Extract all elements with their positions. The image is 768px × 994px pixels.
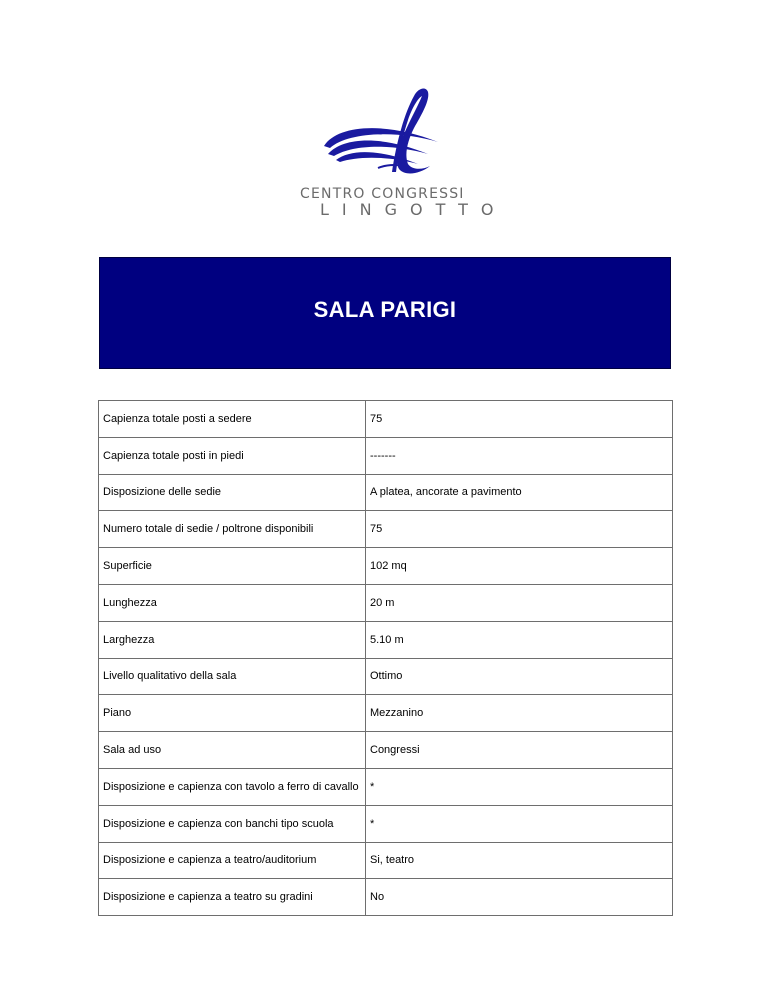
spec-value: 5.10 m [366, 621, 673, 658]
spec-value: * [366, 768, 673, 805]
spec-label: Disposizione delle sedie [99, 474, 366, 511]
spec-label: Numero totale di sedie / poltrone disponibili [99, 511, 366, 548]
title-banner [99, 257, 671, 369]
table-row [99, 511, 673, 548]
spec-value: ------- [366, 437, 673, 474]
spec-label: Larghezza [99, 621, 366, 658]
brand-name-line2: LINGOTTO [320, 200, 507, 219]
spec-value: Si, teatro [366, 842, 673, 879]
spec-value: No [366, 879, 673, 916]
spec-value: A platea, ancorate a pavimento [366, 474, 673, 511]
spec-label: Capienza totale posti in piedi [99, 437, 366, 474]
spec-label: Disposizione e capienza con banchi tipo scuola [99, 805, 366, 842]
room-specs-table [98, 400, 673, 916]
spec-label: Piano [99, 695, 366, 732]
spec-value: 102 mq [366, 548, 673, 585]
table-row [99, 732, 673, 769]
table-row [99, 879, 673, 916]
spec-value: * [366, 805, 673, 842]
table-row [99, 401, 673, 438]
spec-label: Superficie [99, 548, 366, 585]
table-row [99, 805, 673, 842]
spec-label: Livello qualitativo della sala [99, 658, 366, 695]
spec-label: Disposizione e capienza a teatro/auditorium [99, 842, 366, 879]
spec-label: Disposizione e capienza con tavolo a ferro di cavallo [99, 768, 366, 805]
spec-value: 75 [366, 511, 673, 548]
brand-name-line1: CENTRO CONGRESSI [300, 186, 465, 202]
table-row [99, 658, 673, 695]
spec-label: Lunghezza [99, 584, 366, 621]
table-row [99, 621, 673, 658]
table-row [99, 474, 673, 511]
table-row [99, 842, 673, 879]
table-row [99, 548, 673, 585]
spec-label: Sala ad uso [99, 732, 366, 769]
spec-label: Capienza totale posti a sedere [99, 401, 366, 438]
spec-value: Ottimo [366, 658, 673, 695]
spec-value: 75 [366, 401, 673, 438]
page-title: SALA PARIGI [313, 297, 457, 322]
table-row [99, 768, 673, 805]
spec-value: Mezzanino [366, 695, 673, 732]
spec-label: Disposizione e capienza a teatro su gradini [99, 879, 366, 916]
table-row [99, 437, 673, 474]
table-row [99, 584, 673, 621]
table-row [99, 695, 673, 732]
spec-value: Congressi [366, 732, 673, 769]
centro-congressi-logo-icon [318, 84, 458, 174]
spec-value: 20 m [366, 584, 673, 621]
